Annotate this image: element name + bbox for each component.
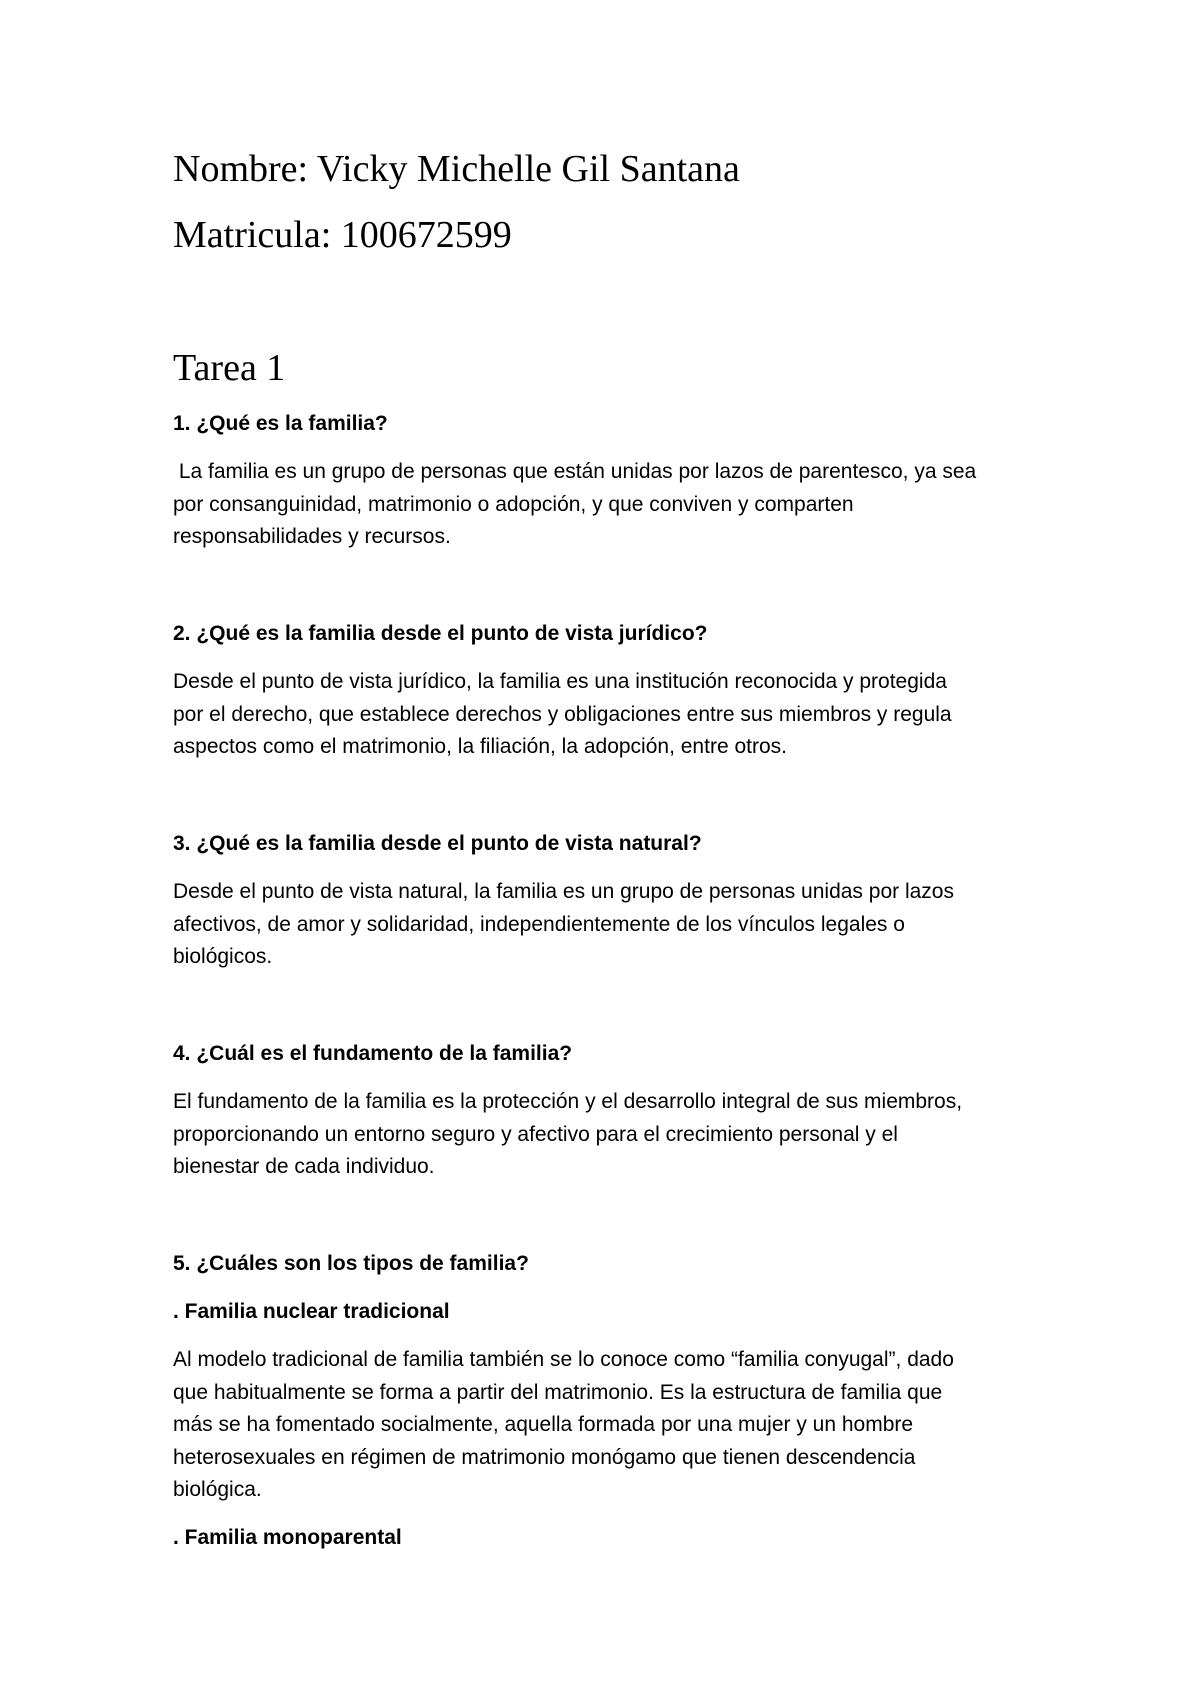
answer-2-line: Desde el punto de vista jurídico, la familia es una institución reconocida y protegida: [173, 670, 947, 693]
description-line: que habitualmente se forma a partir del matrimonio. Es la estructura de familia que: [173, 1380, 943, 1404]
answer-2-line: por el derecho, que establece derechos y obligaciones entre sus miembros y regula: [173, 702, 952, 726]
answer-2-line: aspectos como el matrimonio, la filiación, la adopción, entre otros.: [173, 735, 787, 758]
question-4: 4. ¿Cuál es el fundamento de la familia?: [173, 1042, 573, 1065]
description-line: biológica.: [173, 1478, 262, 1501]
question-2: 2. ¿Qué es la familia desde el punto de vista jurídico?: [173, 622, 708, 645]
question-3: 3. ¿Qué es la familia desde el punto de vista natural?: [173, 832, 702, 855]
answer-3-line: afectivos, de amor y solidaridad, independientemente de los vínculos legales o: [173, 912, 905, 936]
family-type-heading-monoparental: . Familia monoparental: [173, 1526, 402, 1549]
answer-1-line: responsabilidades y recursos.: [173, 525, 451, 548]
family-type-description-nuclear: [173, 1344, 1053, 1507]
question-5: 5. ¿Cuáles son los tipos de familia?: [173, 1252, 529, 1275]
answer-4: [173, 1086, 1053, 1184]
description-line: heterosexuales en régimen de matrimonio monógamo que tienen descendencia: [173, 1445, 916, 1469]
answer-1-line: La familia es un grupo de personas que están unidas por lazos de parentesco, ya sea: [173, 460, 977, 483]
answer-4-line: El fundamento de la familia es la protección y el desarrollo integral de sus miembros,: [173, 1090, 963, 1113]
answer-1-line: por consanguinidad, matrimonio o adopción, y que conviven y comparten: [173, 492, 854, 516]
family-type-heading-nuclear: . Familia nuclear tradicional: [173, 1300, 450, 1323]
answer-2: [173, 666, 1053, 764]
answer-4-line: bienestar de cada individuo.: [173, 1155, 435, 1178]
description-line: Al modelo tradicional de familia también se lo conoce como “familia conyugal”, dado: [173, 1348, 954, 1371]
description-line: más se ha fomentado socialmente, aquella formada por una mujer y un hombre: [173, 1413, 914, 1436]
assignment-title: Tarea 1: [173, 347, 286, 389]
answer-3-line: biológicos.: [173, 945, 273, 968]
answer-3: [173, 876, 1053, 974]
student-name: Nombre: Vicky Michelle Gil Santana: [173, 148, 740, 190]
student-id: Matricula: 100672599: [173, 214, 512, 256]
answer-1: [173, 456, 1053, 554]
answer-4-line: proporcionando un entorno seguro y afectivo para el crecimiento personal y el: [173, 1122, 898, 1146]
answer-3-line: Desde el punto de vista natural, la familia es un grupo de personas unidas por lazos: [173, 880, 954, 903]
question-1: 1. ¿Qué es la familia?: [173, 412, 388, 435]
